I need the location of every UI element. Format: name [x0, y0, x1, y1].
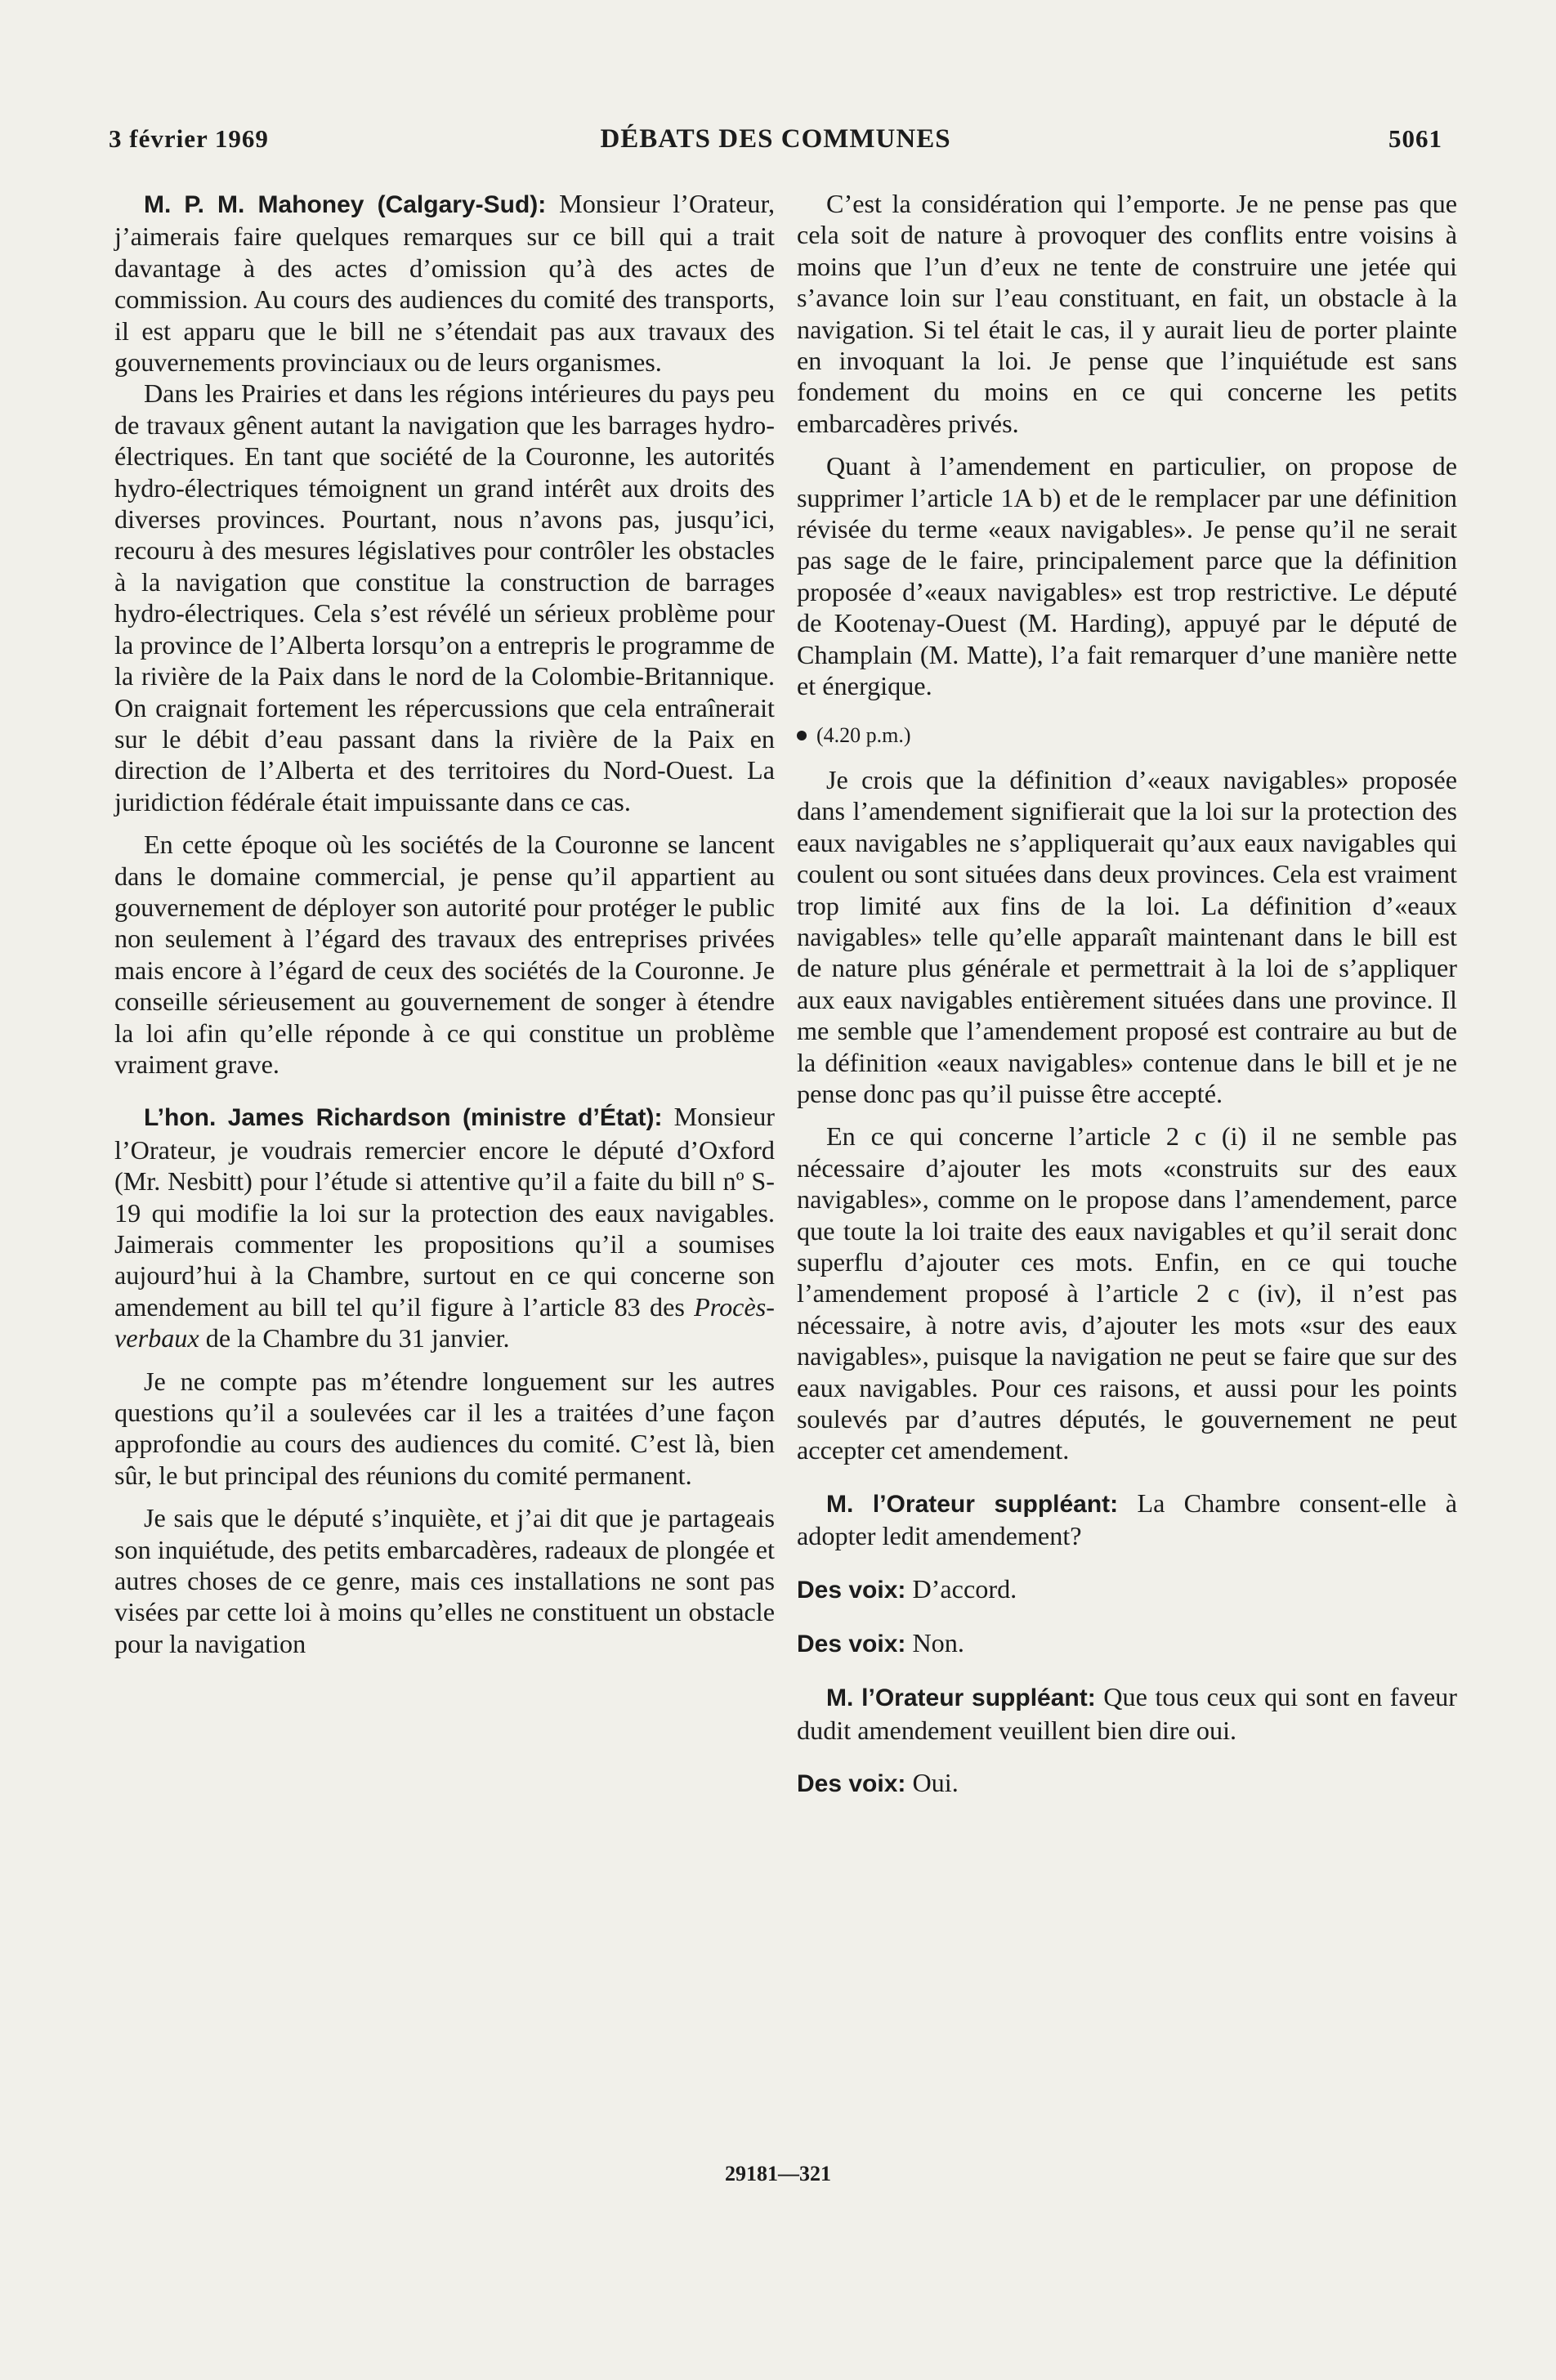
paragraph: Dans les Prairies et dans les régions intérieures du pays peu de travaux gênent autant la navigation que les barrages hydro-électriques. En tant que société de la Couronne, les autorités hydro-électriques témoignent un grand intérêt aux droits des diverses provinces. Pourtant, nous n’avons pas, jusqu’ici, recouru à des mesures législatives pour contrôler les obstacles à la navigation que constitue la construction de barrages hydro-électriques. Cela s’est révélé un sérieux problème pour la province de l’Alberta lorsqu’on a entrepris le programme de la rivière de la Paix dans le nord de la Colombie-Britannique. On craignait fortement les répercussions que cela entraînerait sur le débit d’eau passant dans la rivière de la Paix en direction de l’Alberta et des territoires du Nord-Ouest. La juridiction fédérale était impuissante dans ce cas.: [114, 378, 775, 816]
speaker-name: Des voix:: [797, 1770, 906, 1798]
paragraph-text: de la Chambre du 31 janvier.: [199, 1323, 510, 1353]
paragraph-text: Que tous ceux qui sont en faveur dudit amendement veuillent bien dire oui.: [797, 1682, 1457, 1745]
paragraph: [797, 1681, 1457, 1746]
bullet-icon: [797, 731, 807, 740]
paragraph: [797, 1767, 1457, 1800]
paragraph-text: Non.: [905, 1628, 964, 1658]
paragraph-text: La Chambre consent-elle à adopter ledit amendement?: [797, 1488, 1457, 1551]
speaker-name: L’hon. James Richardson (ministre d’État):: [144, 1104, 663, 1132]
time-text: (4.20 p.m.): [816, 722, 911, 747]
paragraph: [797, 1573, 1457, 1606]
page-footer: 29181—321: [725, 2162, 831, 2185]
header-title: DÉBATS DES COMMUNES: [600, 124, 951, 154]
speaker-name: Des voix:: [797, 1631, 906, 1658]
paragraph: [114, 1101, 775, 1353]
paragraph: [797, 1627, 1457, 1660]
page-header: [109, 124, 1442, 165]
paragraph-text: D’accord.: [905, 1573, 1017, 1604]
paragraph: En ce qui concerne l’article 2 c (i) il ne semble pas nécessaire d’ajouter les mots «construits sur des eaux navigables», comme on le propose dans l’amendement, parce que toute la loi traite des eaux navigables et qu’il serait donc superflu d’ajouter ces mots. Enfin, en ce qui touche l’amendement proposé à l’article 2 c (iv), il n’est pas nécessaire, à notre avis, d’ajouter les mots «sur des eaux navigables», puisque la navigation ne peut se faire que sur des eaux navigables. Pour ces raisons, et aussi pour les points soulevés par d’autres députés, le gouvernement ne peut accepter cet amendement.: [797, 1121, 1457, 1465]
speaker-name: M. l’Orateur suppléant:: [826, 1490, 1119, 1518]
paragraph-text: Monsieur l’Orateur, je voudrais remercier encore le député d’Oxford (Mr. Nesbitt) pour l’étude si attentive qu’il a faite du bill nº S-19 qui modifie la loi sur la protection des eaux navigables. Jaimerais commenter les propositions qu’il a soumises aujourd’hui à la Chambre, surtout en ce qui concerne son amendement au bill tel qu’il figure à l’article 83 des: [114, 1102, 775, 1322]
speaker-name: M. l’Orateur suppléant:: [826, 1684, 1096, 1712]
left-column: [114, 188, 775, 1659]
paragraph: Je ne compte pas m’étendre longuement sur les autres questions qu’il a soulevées car il les a traitées d’une façon approfondie au cours des audiences du comité. C’est là, bien sûr, le but principal des réunions du comité permanent.: [114, 1366, 775, 1490]
paragraph: C’est la considération qui l’emporte. Je ne pense pas que cela soit de nature à provoquer des conflits entre voisins à moins que l’un d’eux ne tente de construire une jetée qui s’avance loin sur l’eau constituant, en fait, un obstacle à la navigation. Si tel était le cas, il y aurait lieu de porter plainte en invoquant la loi. Je pense que l’inquiétude est sans fondement du moins en ce qui concerne les petits embarcadères privés.: [797, 189, 1457, 438]
paragraph: [114, 188, 775, 378]
italic-reference: Procès-verbaux: [114, 1291, 775, 1353]
paragraph: Je sais que le député s’inquiète, et j’ai dit que je partageais son inquiétude, des petits embarcadères, radeaux de plongée et autres choses de ce genre, mais ces installations ne sont pas visées par cette loi à moins qu’elles ne constituent un obstacle pour la navigation: [114, 1503, 775, 1658]
paragraph: [797, 1488, 1457, 1552]
paragraph-text: Monsieur l’Orateur, j’aimerais faire quelques remarques sur ce bill qui a trait davantage à des actes d’omission qu’à des actes de commission. Au cours des audiences du comité des transports, il est apparu que le bill ne s’étendait pas aux travaux des gouvernements provinciaux ou de leurs organismes.: [114, 189, 775, 378]
header-page-number: 5061: [1388, 124, 1442, 153]
paragraph-text: Oui.: [905, 1768, 959, 1798]
speaker-name: M. P. M. Mahoney (Calgary-Sud):: [144, 191, 547, 218]
paragraph: En cette époque où les sociétés de la Couronne se lancent dans le domaine commercial, je pense qu’il appartient au gouvernement de déployer son autorité pour protéger le public non seulement à l’égard des travaux des entreprises privées mais encore à l’égard de ceux des sociétés de la Couronne. Je conseille sérieusement au gouvernement de songer à étendre la loi afin qu’elle réponde à ce qui constitue un problème vraiment grave.: [114, 830, 775, 1079]
speaker-name: Des voix:: [797, 1576, 906, 1604]
header-date: 3 février 1969: [109, 124, 269, 153]
time-stamp: [797, 720, 1457, 751]
paragraph: Je crois que la définition d’«eaux navigables» proposée dans l’amendement signifierait que la loi sur la protection des eaux navigables ne s’appliquerait qu’aux eaux navigables qui coulent ou sont situées dans deux provinces. Cela est vraiment trop limité aux fins de la loi. La définition d’«eaux navigables» telle qu’elle apparaît maintenant dans le bill est de nature plus générale et permettrait à la loi de s’appliquer aux eaux navigables entièrement situées dans une province. Il me semble que l’amendement proposé est contraire au but de la définition «eaux navigables» contenue dans le bill et je ne pense donc pas qu’il puisse être accepté.: [797, 764, 1457, 1108]
paragraph: Quant à l’amendement en particulier, on propose de supprimer l’article 1A b) et de le remplacer par une définition révisée du terme «eaux navigables». Je pense qu’il ne serait pas sage de le faire, principalement parce que la définition proposée d’«eaux navigables» est trop restrictive. Le député de Kootenay-Ouest (M. Harding), appuyé par le député de Champlain (M. Matte), l’a fait remarquer d’une manière nette et énergique.: [797, 451, 1457, 701]
right-column: [797, 188, 1457, 1801]
